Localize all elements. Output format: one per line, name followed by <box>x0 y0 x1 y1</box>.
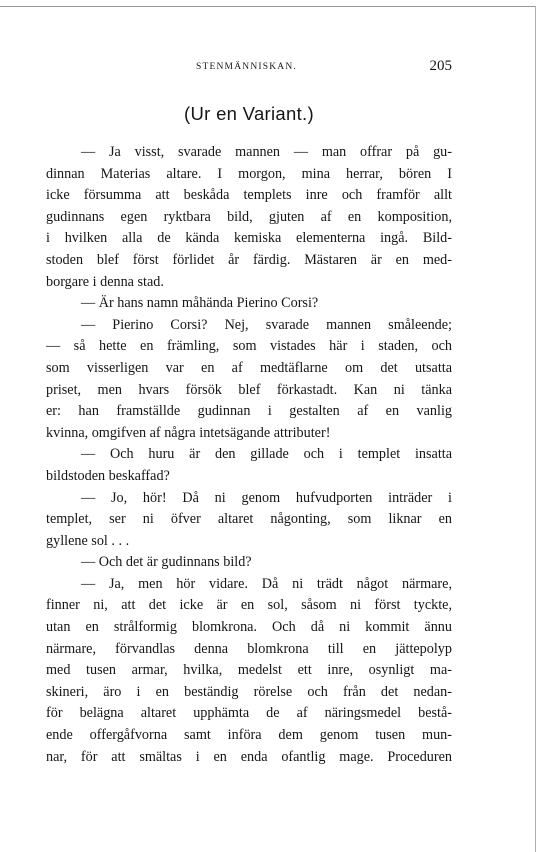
text-line: icke försumma att beskåda templets inre och framför allt <box>46 187 452 204</box>
text-line: — Ja, men hör vidare. Då ni trädt något närmare, <box>81 575 452 592</box>
text-line: bildstoden beskaffad? <box>46 467 170 484</box>
text-line: som visserligen var en af medtäflarne om det utsatta <box>46 359 452 376</box>
text-line: finner ni, att det icke är en sol, såsom ni först tyckte, <box>46 597 452 614</box>
text-line: — Är hans namn måhända Pierino Corsi? <box>81 295 319 312</box>
text-line: — Jo, hör! Då ni genom hufvudporten inträder i <box>81 489 452 506</box>
text-line: stoden blef först förlidet år färdig. Mästaren är en med- <box>46 251 452 268</box>
right-scan-border <box>535 6 536 852</box>
body-text <box>46 142 452 768</box>
text-line: nar, för att smältas i en enda ofantlig mage. Proceduren <box>46 748 452 765</box>
text-line: ende offergåfvorna samt införa dem genom tusen mun- <box>46 727 452 744</box>
text-line: gyllene sol . . . <box>46 532 130 549</box>
text-line: priset, men hvars försök blef förkastadt. Kan ni tänka <box>46 381 452 398</box>
text-line: med tusen armar, hvilka, medelst ett inre, osynligt ma- <box>46 662 452 679</box>
text-line: dinnan Materias altare. I morgon, mina herrar, bören I <box>46 165 452 182</box>
text-line: gudinnans egen ryktbara bild, gjuten af en komposition, <box>46 208 452 225</box>
text-line: — Pierino Corsi? Nej, svarade mannen småleende; <box>81 316 452 333</box>
text-line: närmare, förvandlas denna blomkrona till en jättepolyp <box>46 640 452 657</box>
text-line: borgare i denna stad. <box>46 273 164 290</box>
running-title: STENMÄNNISKAN. <box>196 62 297 72</box>
text-line: — Ja visst, svarade mannen — man offrar på gu- <box>81 144 452 160</box>
text-line: skineri, äro i en beständig rörelse och från det nedan- <box>46 683 452 700</box>
text-line: kvinna, omgifven af några intetsägande attributer! <box>46 424 331 441</box>
text-line: utan en strålformig blomkrona. Och då ni kommit ännu <box>46 619 452 636</box>
text-line: — så hette en främling, som vistades här i staden, och <box>46 338 452 355</box>
text-line: templet, ser ni öfver altaret någonting, som liknar en <box>46 511 452 528</box>
text-line: — Och huru är den gillade och i templet insatta <box>81 446 452 463</box>
text-line: — Och det är gudinnans bild? <box>81 554 252 571</box>
text-line: er: han framställde gudinnan i gestalten af en vanlig <box>46 403 452 420</box>
section-title: (Ur en Variant.) <box>184 103 314 124</box>
text-line: i hvilken alla de kända kemiska elementerna ingå. Bild- <box>46 230 452 247</box>
page-number: 205 <box>429 58 452 74</box>
running-header <box>46 58 452 78</box>
text-line: för belägna altaret upphämta de af näringsmedel bestå- <box>46 705 452 722</box>
top-scan-border <box>0 6 536 7</box>
